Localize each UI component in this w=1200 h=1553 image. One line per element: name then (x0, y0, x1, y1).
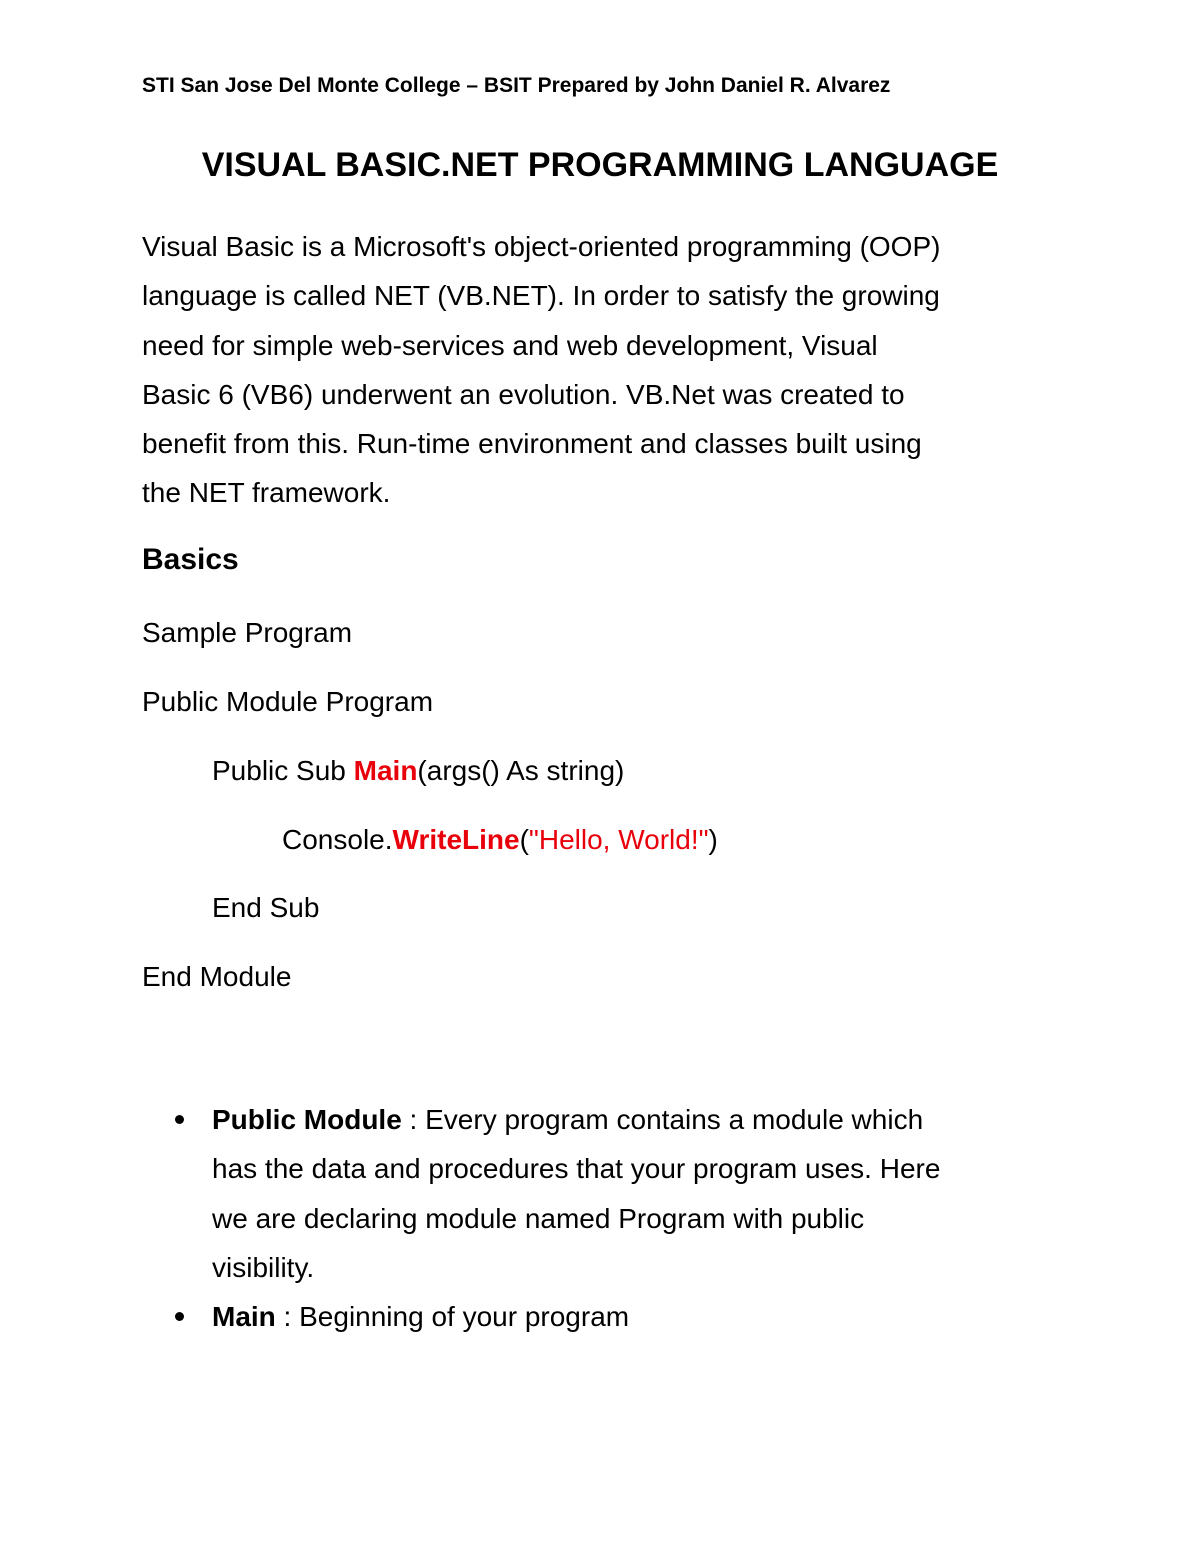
bullet-text: Every program contains a module which (425, 1104, 924, 1135)
bullet-dot-icon (175, 1312, 184, 1321)
bullet-separator: : (401, 1104, 426, 1135)
page-header: STI San Jose Del Monte College – BSIT Prepared by John Daniel R. Alvarez (142, 74, 891, 97)
bullet-line: visibility. (212, 1251, 315, 1283)
intro-line: the NET framework. (142, 477, 391, 509)
intro-line: need for simple web-services and web development, Visual (142, 329, 878, 361)
intro-line: benefit from this. Run-time environment and classes built using (142, 428, 922, 460)
code-line-sub-close: End Sub (212, 892, 320, 923)
bullet-line: has the data and procedures that your program uses. Here (212, 1153, 941, 1185)
bullet-line (212, 1095, 1082, 1144)
code-sub-name: Main (353, 755, 418, 786)
code-line-module-close: End Module (142, 961, 292, 992)
bullet-dot-icon (175, 1115, 184, 1124)
intro-line: Basic 6 (VB6) underwent an evolution. VB.Net was created to (142, 378, 905, 410)
bullet-line: we are declaring module named Program with public (212, 1202, 865, 1234)
code-sub-prefix: Public Sub (212, 755, 354, 786)
intro-paragraph (142, 222, 1082, 518)
bullet-item-main (142, 1292, 1082, 1341)
page-title: VISUAL BASIC.NET PROGRAMMING LANGUAGE (201, 146, 999, 184)
code-call-method: WriteLine (392, 824, 520, 855)
code-line-writeline (282, 824, 718, 856)
bullet-text: Beginning of your program (299, 1301, 630, 1333)
bullet-list (142, 1095, 1082, 1341)
bullet-line (212, 1292, 1082, 1341)
bullet-term: Main (212, 1301, 276, 1333)
intro-line: language is called NET (VB.NET). In order to satisfy the growing (142, 280, 940, 312)
bullet-term: Public Module (212, 1104, 402, 1135)
code-call-paren-open: ( (519, 824, 529, 855)
code-line-sub-open (212, 755, 624, 787)
intro-line: Visual Basic is a Microsoft's object-oriented programming (OOP) (142, 231, 941, 262)
code-line-module-open: Public Module Program (142, 686, 434, 717)
bullet-item-public-module (142, 1095, 1082, 1292)
sample-program-label: Sample Program (142, 617, 353, 648)
code-call-paren-close: ) (708, 824, 718, 855)
code-call-string: "Hello, World!" (528, 824, 709, 855)
code-call-object: Console. (282, 824, 393, 855)
bullet-separator: : (275, 1301, 300, 1333)
section-heading-basics: Basics (142, 543, 239, 576)
code-sub-suffix: (args() As string) (417, 755, 625, 786)
